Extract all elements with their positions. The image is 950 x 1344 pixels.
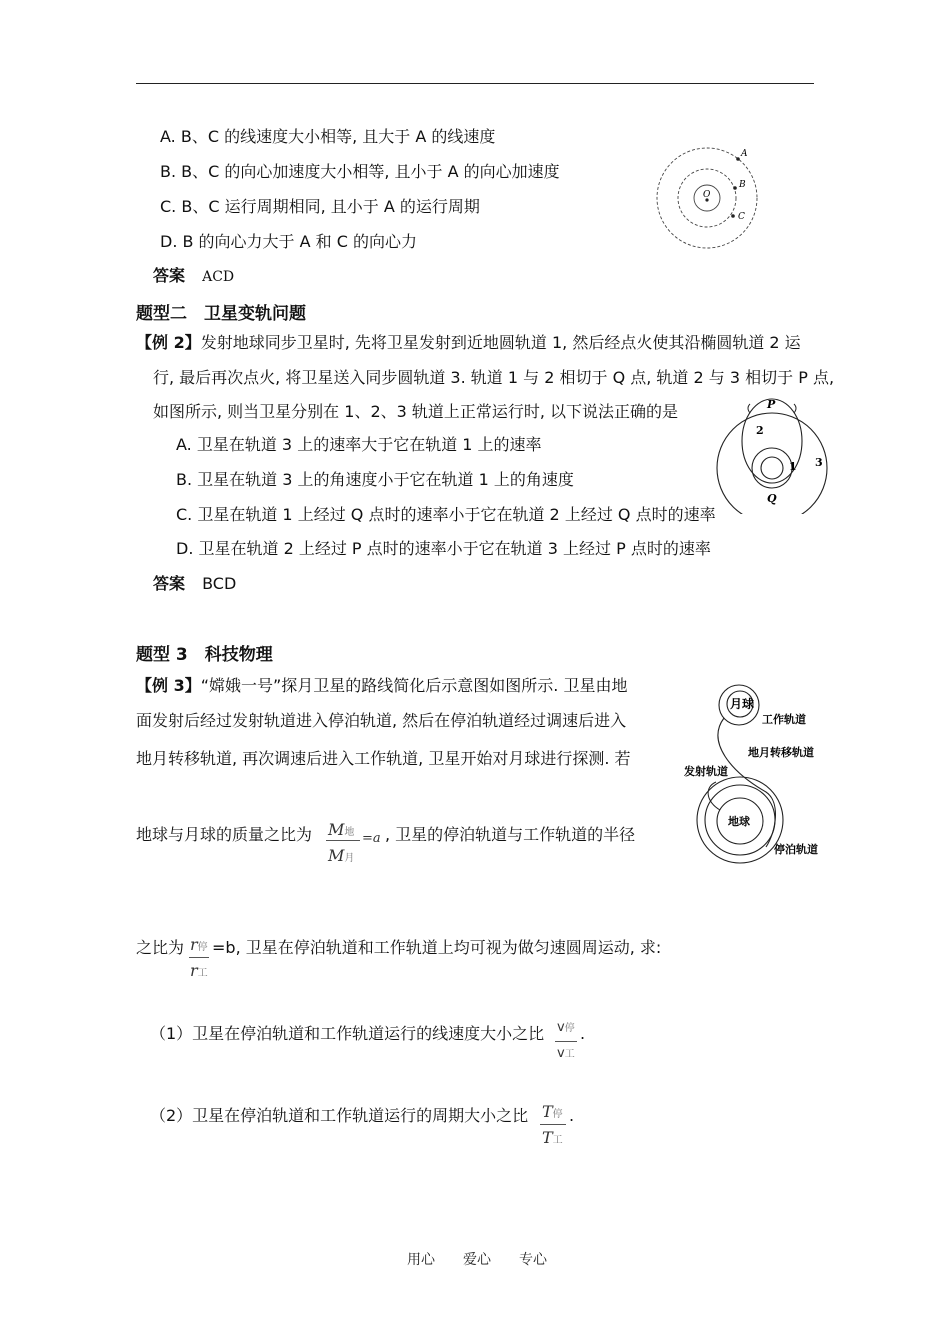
type3-stem-line3: 地月转移轨道, 再次调速后进入工作轨道, 卫星开始对月球进行探测. 若 (136, 749, 631, 768)
satellite-a (736, 157, 740, 161)
earth-label: 地球 (728, 815, 750, 828)
mass-ratio-fraction (326, 820, 386, 870)
subq2-fraction (540, 1102, 570, 1148)
mass-den-sub: 月 (344, 853, 355, 864)
t-num-sub: 停 (552, 1109, 563, 1120)
work-orbit-label: 工作轨道 (762, 713, 806, 726)
mass-eq: =a (362, 831, 381, 846)
t-den-sub: 工 (552, 1135, 563, 1146)
label-o: O (703, 190, 711, 200)
radius-den-sub: 工 (197, 968, 208, 979)
transfer-orbit-label: 地月转移轨道 (748, 746, 814, 759)
type2-option-d: D. 卫星在轨道 2 上经过 P 点时的速率小于它在轨道 3 上经过 P 点时的速率 (176, 539, 711, 558)
fraction-bar (555, 1041, 577, 1042)
q1-option-a: A. B、C 的线速度大小相等, 且大于 A 的线速度 (160, 127, 496, 146)
subq2-period: . (569, 1106, 575, 1125)
type3-heading: 题型 3 科技物理 (136, 645, 273, 665)
subq1-text: （1）卫星在停泊轨道和工作轨道运行的线速度大小之比 (150, 1024, 545, 1043)
subq2-text: （2）卫星在停泊轨道和工作轨道运行的周期大小之比 (150, 1106, 529, 1125)
stem-text: 发射地球同步卫星时, 先将卫星发射到近地圆轨道 1, 然后经点火使其沿椭圆轨道 2 运 (200, 333, 801, 352)
v-num: v (557, 1020, 565, 1035)
type2-option-c: C. 卫星在轨道 1 上经过 Q 点时的速率小于它在轨道 2 上经过 Q 点时的速率 (176, 505, 716, 524)
v-den-sub: 工 (564, 1049, 575, 1060)
bracket-right (794, 404, 796, 413)
q1-option-b: B. B、C 的向心加速度大小相等, 且小于 A 的向心加速度 (160, 162, 560, 181)
t-den: T (542, 1128, 553, 1147)
v-num-sub: 停 (564, 1023, 575, 1034)
mass-num-sub: 地 (344, 827, 355, 838)
answer-label: 答案 (153, 574, 186, 593)
radius-num-sub: 停 (197, 942, 208, 953)
answer-label: 答案 (153, 266, 186, 285)
bracket-left (748, 404, 750, 413)
type2-stem-line2: 行, 最后再次点火, 将卫星送入同步圆轨道 3. 轨道 1 与 2 相切于 Q 点, 轨道 2 与 3 相切于 P 点, (153, 368, 835, 387)
fraction-bar (189, 957, 209, 958)
q1-option-d: D. B 的向心力大于 A 和 C 的向心力 (160, 232, 418, 251)
parking-orbit-label: 停泊轨道 (774, 843, 818, 856)
mass-num: M (328, 820, 345, 839)
t-num: T (542, 1102, 553, 1121)
type2-stem-line1 (136, 333, 801, 353)
header-rule (136, 83, 814, 84)
label-3: 3 (815, 456, 823, 469)
example-tag: 【例 2】 (136, 333, 201, 352)
label-q: Q (767, 492, 777, 505)
satellite-b (733, 186, 737, 190)
type2-option-b: B. 卫星在轨道 3 上的角速度小于它在轨道 1 上的角速度 (176, 470, 574, 489)
radius-den: r (190, 961, 198, 980)
moon-label: 月球 (730, 697, 755, 711)
label-c: C (738, 212, 745, 222)
label-a: A (741, 149, 748, 159)
q1-option-c: C. B、C 运行周期相同, 且小于 A 的运行周期 (160, 197, 480, 216)
type2-heading: 题型二 卫星变轨问题 (136, 304, 306, 324)
q1-answer (153, 266, 234, 287)
mass-ratio-suffix: , 卫星的停泊轨道与工作轨道的半径 (385, 825, 636, 844)
radius-ratio-suffix: =b, 卫星在停泊轨道和工作轨道上均可视为做匀速圆周运动, 求: (212, 938, 662, 957)
answer-value: ACD (202, 269, 235, 285)
label-p: P (767, 398, 776, 411)
type3-stem-line2: 面发射后经过发射轨道进入停泊轨道, 然后在停泊轨道经过调速后进入 (136, 711, 627, 730)
fraction-bar (540, 1124, 566, 1125)
satellite-c (731, 214, 735, 218)
answer-value: BCD (202, 574, 237, 593)
orbit-1 (752, 448, 792, 488)
subq1-period: . (580, 1024, 586, 1043)
label-b: B (739, 180, 746, 190)
footer: 用心 爱心 专心 (407, 1252, 547, 1268)
subq1-fraction (555, 1019, 581, 1065)
type2-option-a: A. 卫星在轨道 3 上的速率大于它在轨道 1 上的速率 (176, 435, 542, 454)
fraction-bar (326, 840, 360, 841)
mass-ratio-prefix: 地球与月球的质量之比为 (136, 825, 313, 844)
type2-stem-line3: 如图所示, 则当卫星分别在 1、2、3 轨道上正常运行时, 以下说法正确的是 (153, 402, 679, 421)
change-route-figure (676, 682, 836, 864)
example-tag: 【例 3】 (136, 676, 201, 695)
label-1: 1 (789, 460, 797, 473)
earth-circle (761, 457, 783, 479)
v-den: v (557, 1046, 565, 1061)
stem-text: “嫦娥一号”探月卫星的路线简化后示意图如图所示. 卫星由地 (200, 676, 628, 695)
mass-den: M (328, 846, 345, 865)
q1-orbit-figure (650, 142, 765, 252)
radius-num: r (190, 935, 198, 954)
label-2: 2 (756, 424, 764, 437)
type3-stem-line1 (136, 676, 627, 696)
radius-ratio-prefix: 之比为 (136, 938, 185, 957)
transfer-orbit-figure (712, 396, 837, 514)
launch-orbit-label: 发射轨道 (684, 765, 728, 778)
type2-answer (153, 574, 236, 594)
